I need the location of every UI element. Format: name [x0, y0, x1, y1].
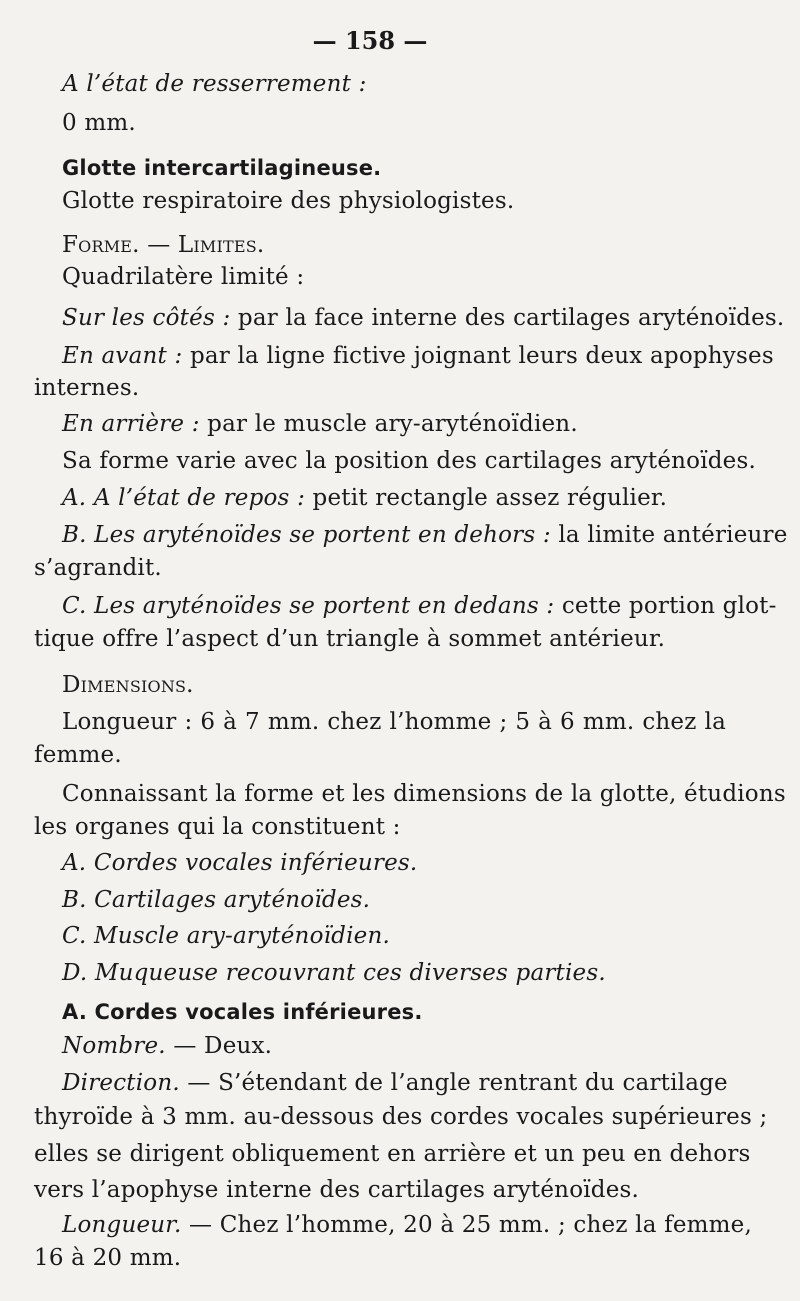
- text-line: [62, 1210, 752, 1240]
- text-line: [62, 409, 578, 439]
- list-item: D. Muqueuse recouvrant ces diverses parties.: [62, 960, 606, 986]
- text-line: [62, 303, 785, 333]
- section-heading: Glotte intercartilagineuse.: [62, 156, 382, 180]
- text-line: [62, 483, 667, 513]
- text-roman: petit rectangle assez régulier.: [305, 485, 668, 511]
- text-italic: B. Les aryténoïdes se portent en dehors :: [62, 522, 551, 548]
- text-italic: En arrière :: [62, 411, 200, 437]
- text-line: Connaissant la forme et les dimensions de la glotte, étudions: [62, 781, 786, 807]
- text-roman: la limite antérieure: [550, 522, 788, 548]
- text-line: tique offre l’aspect d’un triangle à sommet antérieur.: [34, 626, 666, 652]
- text-line: les organes qui la constituent :: [34, 814, 401, 840]
- text-italic: C. Les aryténoïdes se portent en dedans :: [62, 593, 555, 619]
- text-italic: Direction.: [62, 1070, 180, 1096]
- text-roman: — S’étendant de l’angle rentrant du cartilage: [179, 1070, 728, 1096]
- text-line: thyroïde à 3 mm. au-dessous des cordes vocales supérieures ;: [34, 1104, 768, 1130]
- text-line: Glotte respiratoire des physiologistes.: [62, 188, 515, 214]
- text-line: Sa forme varie avec la position des cartilages aryténoïdes.: [62, 448, 757, 474]
- text-line: [62, 520, 788, 550]
- text-line: Longueur : 6 à 7 mm. chez l’homme ; 5 à 6 mm. chez la: [62, 709, 726, 735]
- text-line: vers l’apophyse interne des cartilages aryténoïdes.: [34, 1177, 640, 1203]
- text-roman: par le muscle ary-aryténoïdien.: [199, 411, 578, 437]
- text-line: [62, 591, 777, 621]
- page-number: — 158 —: [312, 26, 428, 55]
- text-line: [62, 1068, 726, 1098]
- subsection-heading: Dimensions.: [62, 672, 194, 698]
- text-roman: — Chez l’homme, 20 à 25 mm. ; chez la femme,: [181, 1212, 752, 1238]
- text-line: [62, 1031, 272, 1061]
- text-line: s’agrandit.: [34, 555, 162, 581]
- text-italic: A. A l’état de repos :: [62, 485, 306, 511]
- text-italic: Longueur.: [62, 1212, 182, 1238]
- text-italic: Sur les côtés :: [62, 305, 231, 331]
- text-line: A l’état de resserrement :: [62, 71, 367, 97]
- text-line: femme.: [34, 742, 122, 768]
- text-line: Quadrilatère limité :: [62, 264, 305, 290]
- subsection-heading: Forme. — Limites.: [62, 232, 265, 258]
- text-line: 0 mm.: [62, 110, 136, 136]
- text-roman: cette portion glot-: [554, 593, 777, 619]
- list-item: C. Muscle ary-aryténoïdien.: [62, 923, 390, 949]
- text-roman: par la face interne des cartilages aryténoïdes.: [230, 305, 785, 331]
- text-line: elles se dirigent obliquement en arrière et un peu en dehors: [34, 1141, 751, 1167]
- section-heading: A. Cordes vocales inférieures.: [62, 1000, 423, 1024]
- text-roman: par la ligne fictive joignant leurs deux apophyses: [182, 343, 774, 369]
- text-italic: En avant :: [62, 343, 183, 369]
- list-item: B. Cartilages aryténoïdes.: [62, 887, 371, 913]
- text-line: 16 à 20 mm.: [34, 1245, 182, 1271]
- text-italic: Nombre.: [62, 1033, 166, 1059]
- text-line: [62, 341, 774, 371]
- text-roman: — Deux.: [165, 1033, 273, 1059]
- text-line: internes.: [34, 375, 140, 401]
- list-item: A. Cordes vocales inférieures.: [62, 850, 418, 876]
